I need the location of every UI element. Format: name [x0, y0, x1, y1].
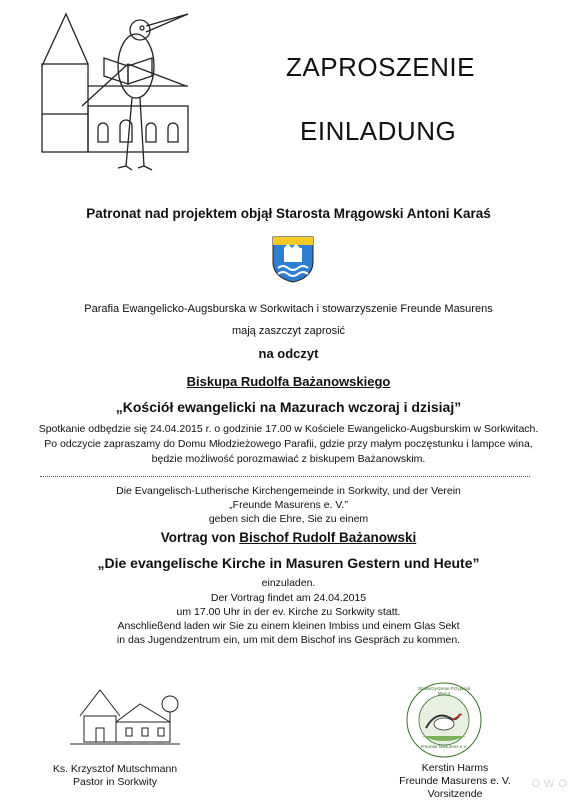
polish-intro-line-1: Parafia Ewangelicko-Augsburska w Sorkwitach i stowarzyszenie Freunde Masurens: [84, 303, 493, 315]
right-signer-org: Freunde Masurens e. V.: [399, 775, 511, 787]
polish-lecture-title: „Kościół ewangelicki na Mazurach wczoraj i dzisiaj”: [115, 399, 462, 415]
stamp-top-text: Stowarzyszenie Przyjaciół Mazur: [417, 686, 471, 696]
einzuladen: einzuladen.: [261, 577, 316, 589]
german-intro-line-3: geben sich die Ehre, Sie zu einem: [208, 513, 369, 525]
coat-of-arms-icon: [270, 234, 316, 284]
polish-details-line-3: będzie możliwość porozmawiać z biskupem Bażanowskim.: [151, 453, 426, 465]
right-signature: [390, 762, 520, 801]
german-details-line-1: Der Vortrag findet am 24.04.2015: [210, 592, 367, 604]
right-signer-name: Kerstin Harms: [421, 762, 489, 774]
german-intro-line-1: Die Evangelisch-Lutherische Kirchengemeinde in Sorkwity, und der Verein: [116, 485, 461, 497]
na-odczyt: na odczyt: [258, 346, 319, 361]
left-signer-name: Ks. Krzysztof Mutschmann: [52, 763, 178, 775]
section-divider: [40, 476, 530, 477]
left-signature: [40, 763, 190, 789]
church-sketch: [70, 686, 180, 748]
polish-speaker: Biskupa Rudolfa Bażanowskiego: [186, 374, 391, 389]
title-german: EINLADUNG: [300, 116, 457, 146]
german-lecture-title: „Die evangelische Kirche in Masuren Gestern und Heute”: [97, 555, 480, 571]
title-polish: ZAPROSZENIE: [286, 52, 475, 82]
patronage-line: Patronat nad projektem objął Starosta Mrągowski Antoni Karaś: [86, 206, 491, 221]
polish-details-line-2: Po odczycie zapraszamy do Domu Młodzieżowego Parafii, gdzie przy małym poczęstunku i lampce wina,: [44, 438, 533, 450]
polish-details-line-1: Spotkanie odbędzie się 24.04.2015 r. o godzinie 17.00 w Kościele Ewangelicko-Augsburskim w Sorkwitach.: [38, 423, 539, 435]
vortrag-prefix: Vortrag von: [160, 530, 240, 545]
german-details-line-4: in das Jugendzentrum ein, um mit dem Bischof ins Gespräch zu kommen.: [116, 634, 461, 646]
right-signer-role: Vorsitzende: [427, 788, 483, 800]
german-details-line-2: um 17.00 Uhr in der ev. Kirche zu Sorkwity statt.: [176, 606, 401, 618]
stamp-bottom-text: Freunde Masurens e.V.: [420, 744, 468, 749]
german-vortrag-line: [0, 530, 577, 545]
german-intro-line-2: „Freunde Masurens e. V.”: [229, 499, 348, 511]
left-signer-role: Pastor in Sorkwity: [72, 776, 158, 788]
german-speaker: Bischof Rudolf Bażanowski: [239, 530, 417, 545]
watermark: OWO: [531, 778, 571, 790]
german-details-line-3: Anschließend laden wir Sie zu einem kleinen Imbiss und einem Glas Sekt: [117, 620, 460, 632]
church-stork-illustration: [28, 6, 200, 174]
polish-intro-line-2: mają zaszczyt zaprosić: [231, 325, 346, 337]
